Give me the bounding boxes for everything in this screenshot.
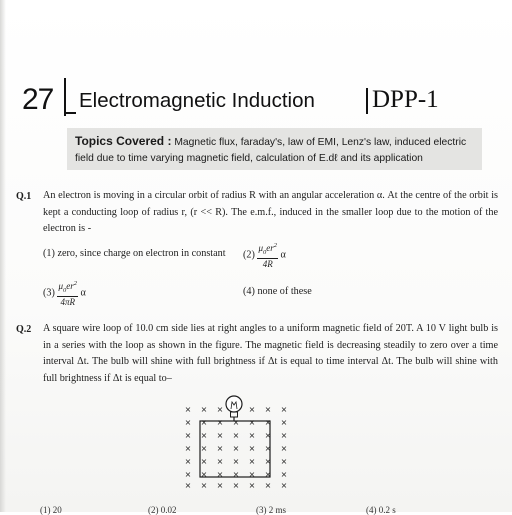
chapter-number: 27	[22, 83, 54, 116]
topics-box	[67, 128, 482, 170]
field-cross: ×	[248, 457, 256, 466]
field-cross: ×	[200, 444, 208, 453]
field-cross: ×	[216, 444, 224, 453]
question-text: A square wire loop of 10.0 cm side lies at right angles to a uniform magnetic field of 20T. A 10 V light bulb is in a series with the loop as shown in the figure. The magnetic field is decreasing steadily to zero over a time interval Δt. The bulb will shine with full brightness if Δt is equal to time interval Δt. The bulb will shine with full brightness if Δt is equal to–	[43, 323, 498, 384]
field-cross: ×	[232, 457, 240, 466]
chapter-divider-foot	[66, 112, 76, 114]
fraction-denominator: 4R	[262, 258, 273, 269]
field-cross: ×	[200, 405, 208, 414]
field-cross: ×	[280, 431, 288, 440]
option-2	[243, 241, 286, 269]
field-cross: ×	[248, 418, 256, 427]
field-cross: ×	[184, 470, 192, 479]
option-3	[43, 279, 86, 307]
option-4	[243, 286, 312, 297]
topics-text: Magnetic flux, faraday's, law of EMI, Lenz's law, induced electric field due to time varying magnetic field, calculation of E.dℓ and its application	[75, 137, 467, 164]
field-cross: ×	[216, 418, 224, 427]
question-number: Q.2	[16, 324, 32, 335]
dpp-label: DPP-1	[372, 86, 439, 113]
field-cross: ×	[280, 405, 288, 414]
field-cross: ×	[200, 481, 208, 490]
fraction-denominator: 4πR	[60, 296, 75, 307]
field-cross: ×	[232, 418, 240, 427]
option-2-cut: (2) 0.02	[148, 505, 177, 515]
field-cross: ×	[280, 418, 288, 427]
field-cross: ×	[216, 457, 224, 466]
field-cross: ×	[248, 481, 256, 490]
option-tail: α	[80, 287, 86, 299]
field-cross: ×	[280, 444, 288, 453]
option-1	[43, 248, 226, 259]
field-cross: ×	[200, 418, 208, 427]
field-cross: ×	[184, 405, 192, 414]
option-label: (2)	[243, 249, 255, 261]
field-cross: ×	[184, 431, 192, 440]
field-cross: ×	[200, 457, 208, 466]
field-cross: ×	[264, 418, 272, 427]
question-text: An electron is moving in a circular orbit of radius R with an angular acceleration α. At the centre of the orbit is kept a conducting loop of radius r, (r << R). The e.m.f., induced in the smaller loop due to the motion of the electron is -	[43, 190, 498, 234]
chapter-divider	[64, 78, 66, 116]
option-fraction	[57, 279, 78, 307]
bulb-icon	[226, 396, 242, 421]
fraction-numerator: $\mu_0er^2$	[257, 241, 278, 259]
field-cross: ×	[232, 444, 240, 453]
field-cross: ×	[184, 481, 192, 490]
field-cross: ×	[264, 431, 272, 440]
option-label: (3)	[43, 287, 55, 299]
field-cross: ×	[200, 431, 208, 440]
page-edge-shadow	[0, 0, 6, 512]
field-cross: ×	[264, 405, 272, 414]
field-cross: ×	[248, 405, 256, 414]
field-cross: ×	[280, 457, 288, 466]
field-cross: ×	[264, 481, 272, 490]
question-number: Q.1	[16, 191, 32, 202]
topics-content	[75, 133, 480, 167]
field-cross: ×	[200, 470, 208, 479]
field-cross: ×	[184, 457, 192, 466]
field-cross: ×	[184, 444, 192, 453]
option-label: (1)	[43, 248, 55, 259]
field-cross: ×	[264, 444, 272, 453]
option-tail: α	[280, 249, 286, 261]
field-cross: ×	[216, 470, 224, 479]
field-cross: ×	[248, 431, 256, 440]
option-1-cut: (1) 20	[40, 505, 62, 515]
field-cross: ×	[216, 481, 224, 490]
option-text: zero, since charge on electron in constant	[57, 248, 226, 259]
dpp-divider	[366, 88, 368, 114]
chapter-title: Electromagnetic Induction	[79, 89, 315, 112]
option-text: none of these	[257, 286, 312, 297]
field-cross: ×	[248, 444, 256, 453]
option-3-cut: (3) 2 ms	[256, 505, 286, 515]
option-label: (4)	[243, 286, 255, 297]
fraction-numerator: $\mu_0er^2$	[57, 279, 78, 297]
field-cross: ×	[264, 457, 272, 466]
field-cross: ×	[216, 405, 224, 414]
field-cross: ×	[264, 470, 272, 479]
circuit-figure	[178, 388, 308, 500]
field-cross: ×	[248, 470, 256, 479]
field-cross: ×	[280, 470, 288, 479]
field-cross: ×	[184, 418, 192, 427]
field-cross: ×	[232, 431, 240, 440]
field-cross: ×	[232, 470, 240, 479]
field-cross: ×	[232, 481, 240, 490]
option-4-cut: (4) 0.2 s	[366, 505, 396, 515]
topics-label: Topics Covered :	[75, 134, 172, 148]
field-cross: ×	[216, 431, 224, 440]
option-fraction	[257, 241, 278, 269]
field-cross: ×	[280, 481, 288, 490]
